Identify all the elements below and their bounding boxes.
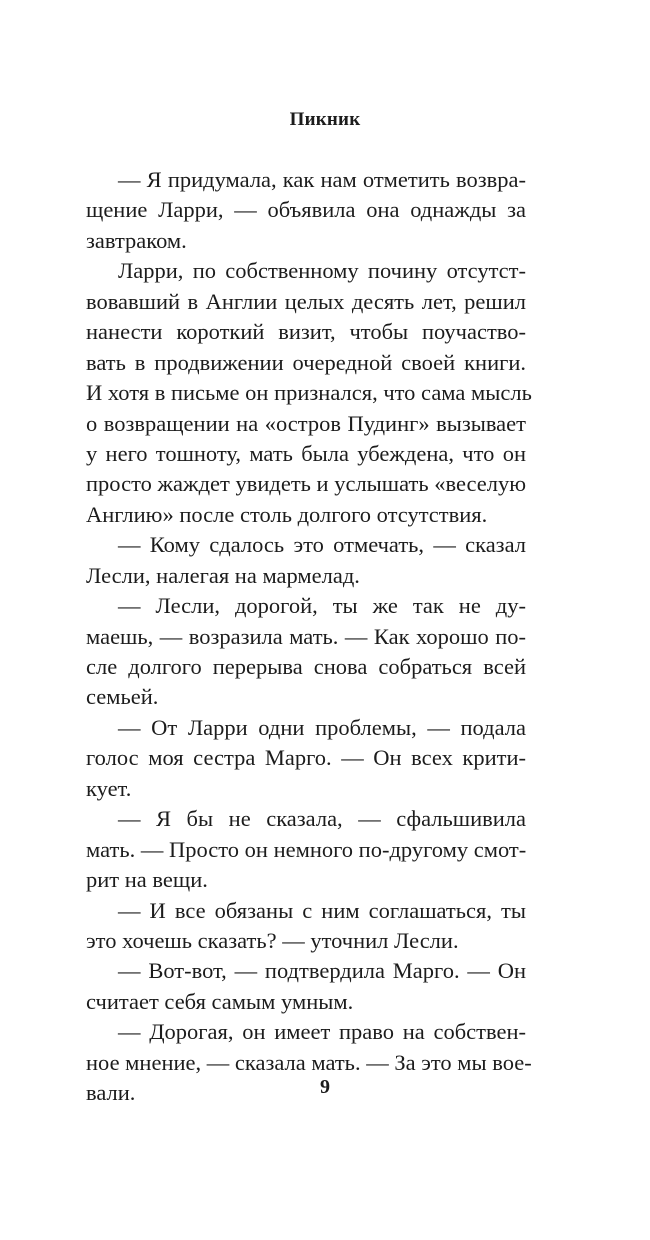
text-line: вовавший в Англии целых десять лет, решил [86, 288, 526, 314]
text-line: — И все обязаны с ним соглашаться, ты [118, 897, 526, 923]
text-line: рит на вещи. [86, 867, 208, 893]
text-line: о возвращении на «остров Пудинг» вызывает [86, 410, 526, 436]
running-head: Пикник [289, 109, 361, 130]
text-line: — От Ларри одни проблемы, — подала [118, 714, 526, 740]
text-line: просто жаждет увидеть и услышать «веселую [86, 471, 527, 497]
text-line: ное мнение, — сказала мать. — За это мы вое- [86, 1049, 532, 1075]
text-line: — Лесли, дорогой, ты же так не ду- [118, 593, 526, 619]
text-line: щение Ларри, — объявила она однажды за [86, 197, 526, 223]
text-line: сле долгого перерыва снова собраться всей [86, 654, 526, 679]
text-line: нанести короткий визит, чтобы поучаство- [86, 319, 526, 345]
text-line: завтраком. [86, 227, 187, 253]
text-line: — Дорогая, он имеет право на собствен- [118, 1019, 526, 1045]
text-line: мать. — Просто он немного по-другому смот- [86, 836, 527, 862]
text-line: Лесли, налегая на мармелад. [86, 562, 360, 588]
text-line: — Я придумала, как нам отметить возвра- [118, 167, 526, 192]
text-line: Ларри, по собственному почину отсутст- [118, 258, 526, 284]
text-line: это хочешь сказать? — уточнил Лесли. [86, 927, 459, 953]
text-line: И хотя в письме он признался, что сама мысль [86, 380, 532, 406]
text-line: Англию» после столь долгого отсутствия. [86, 501, 488, 527]
text-line: голос моя сестра Марго. — Он всех крити- [86, 745, 526, 771]
text-line: вали. [86, 1080, 136, 1106]
text-line: кует. [86, 775, 132, 801]
text-line: семьей. [86, 684, 159, 710]
body-text [86, 165, 532, 1109]
text-line: — Вот-вот, — подтвердила Марго. — Он [118, 958, 526, 984]
page-number: 9 [320, 1076, 330, 1098]
text-line: считает себя самым умным. [86, 988, 354, 1014]
text-line: — Кому сдалось это отмечать, — сказал [118, 532, 526, 558]
text-line: маешь, — возразила мать. — Как хорошо по- [86, 623, 526, 649]
text-line: — Я бы не сказала, — сфальшивила [118, 806, 526, 832]
text-line: вать в продвижении очередной своей книги. [86, 349, 526, 375]
text-line: у него тошноту, мать была убеждена, что он [86, 440, 526, 466]
